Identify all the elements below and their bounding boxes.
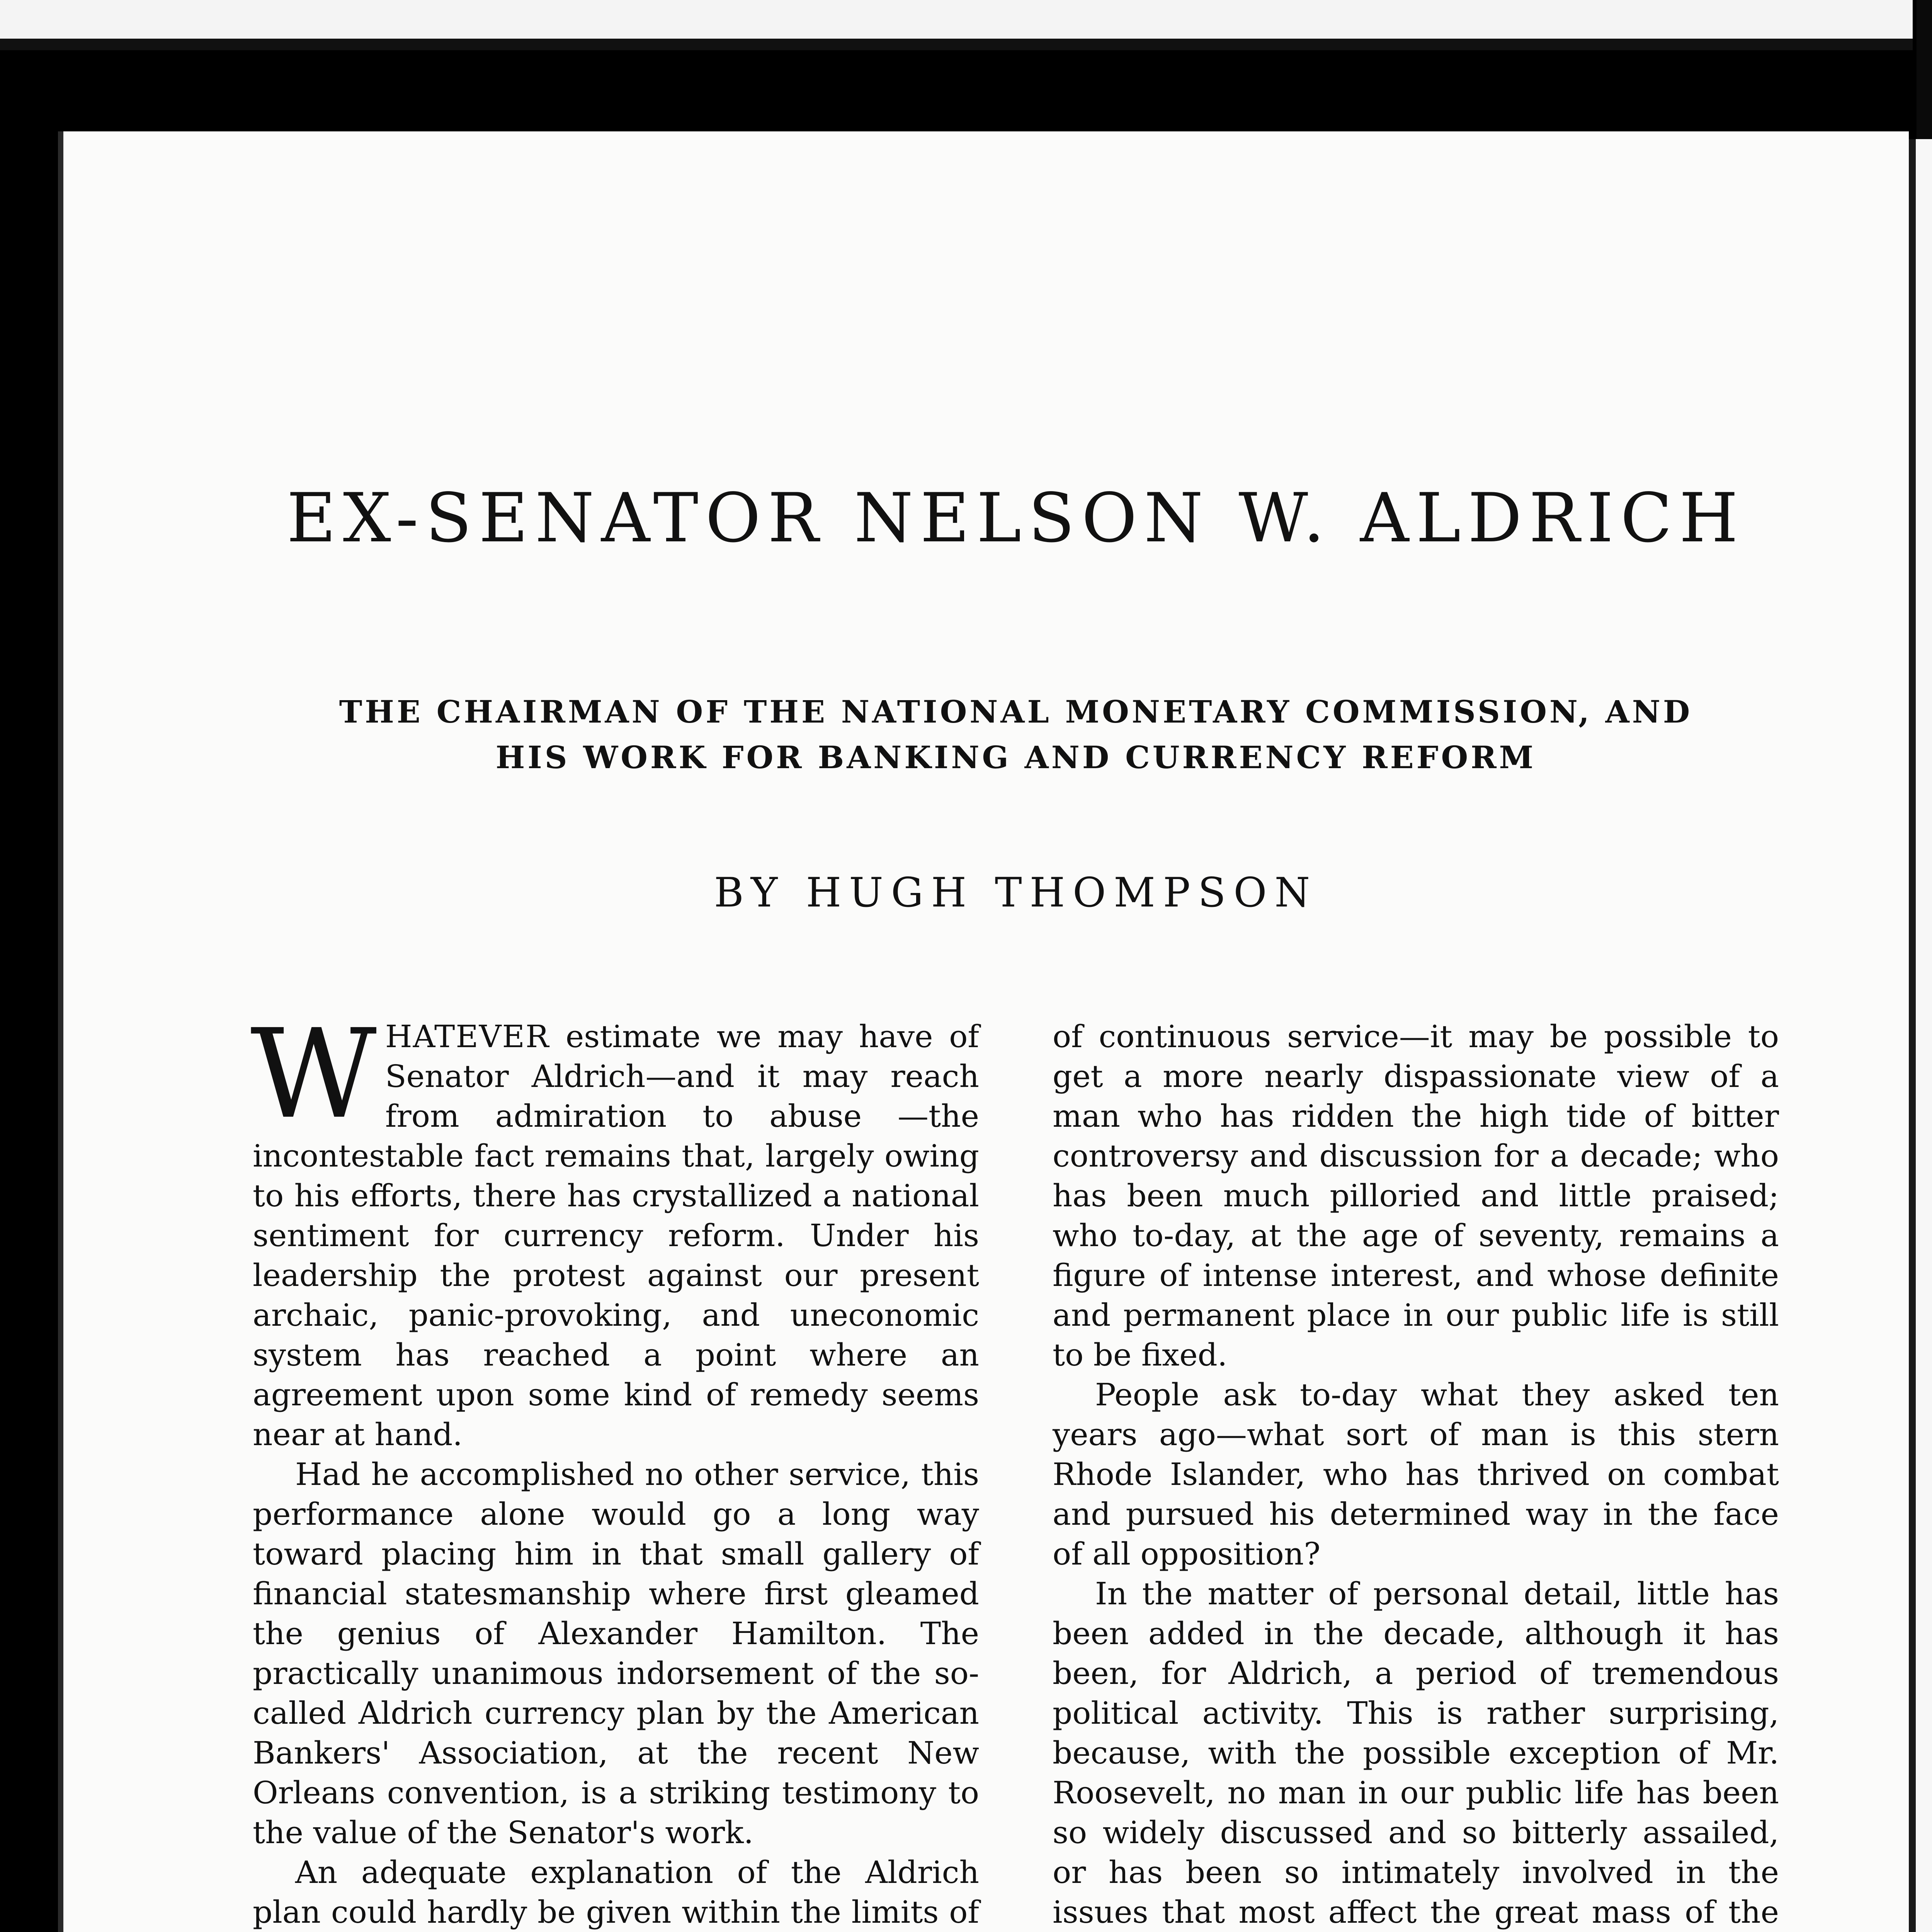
article-subtitle [253, 689, 1779, 780]
paragraph [250, 1003, 979, 1454]
article-byline: BY HUGH THOMPSON [714, 869, 1318, 916]
drop-cap-continuation: HATEVER [385, 1019, 550, 1054]
subtitle-line-1: THE CHAIRMAN OF THE NATIONAL MONETARY COMMISSION, AND [339, 694, 1693, 730]
article [250, 479, 1779, 1932]
paragraph: Had he accomplished no other service, this performance alone would go a long way toward placing him in that small gallery of financial statesmanship where first gleamed the genius of Alexander Hamilton. The practically unanimous indorsement of the so-called Aldrich currency plan by the American Bankers' Association, at the recent New Orleans convention, is a striking testimony to the value of the Senator's work. [253, 1456, 979, 1850]
paragraph: In the matter of personal detail, little has been added in the decade, although it has been, for Aldrich, a period of tremendous political activity. This is rather surprising, because, with the possible exception of Mr. Roosevelt, no man in our public life has been so widely discussed and so bitterly assailed, or has been so intimately involved in the issues that most affect the great mass of the [1053, 1576, 1779, 1930]
paragraph: An adequate explanation of the Aldrich plan could hardly be given within the limits of [253, 1854, 979, 1930]
paragraph: People ask to-day what they asked ten years ago—what sort of man is this stern Rhode Islander, who has thrived on combat and pursued his determined way in the face of all opposition? [1053, 1377, 1779, 1572]
paragraph-text: estimate we may have of Senator Aldrich—and it may reach from admiration to abuse —the incontestable fact remains that, largely owing to his efforts, there has crystallized a national sentiment for currency reform. Under his leadership the protest against our present archaic, panic-provoking, and uneconomic system has reached a point where an agreement upon some kind of remedy seems near at hand. [253, 1019, 979, 1452]
drop-cap: W [250, 1003, 377, 1146]
previous-page-edge [0, 0, 1913, 50]
paragraph: of continuous service—it may be possible to get a more nearly dispassionate view of a man who has ridden the high tide of bitter controversy and discussion for a decade; who has been much pilloried and little praised; who to-day, at the age of seventy, remains a figure of intense interest, and whose definite and permanent place in our public life is still to be fixed. [1053, 1019, 1779, 1373]
article-body [250, 1003, 1779, 1932]
subtitle-line-2: HIS WORK FOR BANKING AND CURRENCY REFORM [495, 739, 1536, 776]
left-column [250, 1003, 979, 1932]
article-title: EX-SENATOR NELSON W. ALDRICH [286, 479, 1745, 558]
next-page-edge [1909, 139, 1932, 1932]
magazine-page [58, 131, 1909, 1932]
right-column [1053, 1017, 1779, 1932]
